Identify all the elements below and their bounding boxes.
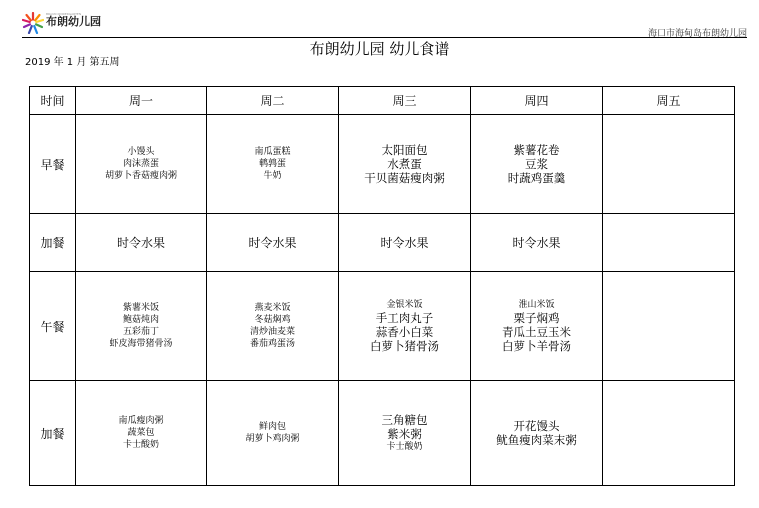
dish: 时令水果 xyxy=(248,235,297,250)
dish: 肉沫蒸蛋 xyxy=(122,159,159,170)
dish: 蒜香小白菜 xyxy=(375,325,434,340)
menu-cell xyxy=(76,272,207,381)
dish: 时蔬鸡蛋羹 xyxy=(507,171,566,186)
menu-cell xyxy=(471,272,603,381)
dish: 金银米饭 xyxy=(386,300,423,311)
dish: 南瓜蛋糕 xyxy=(254,147,291,158)
dish: 南瓜瘦肉粥 xyxy=(118,416,164,427)
dish: 鲍菇炖肉 xyxy=(122,315,159,326)
column-header-mon: 周一 xyxy=(76,87,207,115)
column-header-time: 时间 xyxy=(30,87,76,115)
dish: 开花馒头 xyxy=(513,419,560,434)
meal-label-breakfast: 早餐 xyxy=(30,115,76,214)
dish: 番茄鸡蛋汤 xyxy=(249,339,295,350)
column-header-tue: 周二 xyxy=(207,87,339,115)
dish: 卡士酸奶 xyxy=(386,442,423,453)
dish: 青瓜土豆玉米 xyxy=(502,325,571,340)
dish: 胡萝卜香菇瘦肉粥 xyxy=(104,171,177,182)
dish: 白萝卜猪骨汤 xyxy=(370,339,439,354)
table-row-breakfast xyxy=(30,115,735,214)
header-row xyxy=(30,87,735,115)
dish: 牛奶 xyxy=(263,171,282,182)
menu-cell xyxy=(207,213,339,271)
sun-logo-icon xyxy=(22,12,44,34)
menu-cell xyxy=(207,381,339,486)
dish: 豆浆 xyxy=(525,157,548,172)
dish: 鹌鹑蛋 xyxy=(258,159,286,170)
dish: 手工肉丸子 xyxy=(375,311,434,326)
menu-cell xyxy=(339,272,471,381)
week-label: 2019 年 1 月 第五周 xyxy=(25,57,120,68)
table-row-lunch xyxy=(30,272,735,381)
dish: 太阳面包 xyxy=(381,143,428,158)
menu-cell xyxy=(339,213,471,271)
dish: 干贝菌菇瘦肉粥 xyxy=(364,171,445,186)
column-header-thu: 周四 xyxy=(471,87,603,115)
dish: 卡士酸奶 xyxy=(122,440,159,451)
menu-cell xyxy=(339,115,471,214)
dish: 水煮蛋 xyxy=(387,157,422,172)
dish: 紫薯米饭 xyxy=(122,303,159,314)
menu-cell xyxy=(471,213,603,271)
logo-text: 布朗幼儿园 xyxy=(46,15,101,28)
menu-cell-empty xyxy=(603,272,735,381)
column-header-fri: 周五 xyxy=(603,87,735,115)
menu-cell xyxy=(471,115,603,214)
menu-cell-empty xyxy=(603,213,735,271)
dish: 三角糖包 xyxy=(381,413,428,428)
dish: 清炒油麦菜 xyxy=(249,327,295,338)
dish: 紫薯花卷 xyxy=(513,143,560,158)
dish: 冬菇焖鸡 xyxy=(254,315,291,326)
menu-cell xyxy=(207,272,339,381)
dish: 五彩茄丁 xyxy=(122,327,159,338)
meal-label-snack: 加餐 xyxy=(30,213,76,271)
logo-subtitle: BRAUN KINDERGARTEN xyxy=(46,12,82,16)
dish: 时令水果 xyxy=(380,235,429,250)
table-row-afternoon-snack xyxy=(30,381,735,486)
logo xyxy=(22,12,101,34)
dish: 白萝卜羊骨汤 xyxy=(502,339,571,354)
dish: 蔬菜包 xyxy=(127,428,155,439)
meal-label-afternoon-snack: 加餐 xyxy=(30,381,76,486)
page-title: 布朗幼儿园 幼儿食谱 xyxy=(309,40,450,58)
menu-cell-empty xyxy=(603,381,735,486)
menu-table xyxy=(29,86,735,486)
dish: 栗子焖鸡 xyxy=(513,311,560,326)
dish: 鱿鱼瘦肉菜末粥 xyxy=(496,433,577,448)
menu-cell xyxy=(207,115,339,214)
meal-label-lunch: 午餐 xyxy=(30,272,76,381)
dish: 时令水果 xyxy=(512,235,561,250)
table-row-snack xyxy=(30,213,735,271)
organization-name: 海口市海甸岛布朗幼儿园 xyxy=(647,29,747,39)
menu-cell xyxy=(76,381,207,486)
menu-cell xyxy=(76,213,207,271)
dish: 燕麦米饭 xyxy=(254,303,291,314)
dish: 时令水果 xyxy=(116,235,165,250)
menu-cell xyxy=(76,115,207,214)
column-header-wed: 周三 xyxy=(339,87,471,115)
menu-cell-empty xyxy=(603,115,735,214)
menu-cell xyxy=(339,381,471,486)
dish: 鲜肉包 xyxy=(258,422,286,433)
dish: 胡萝卜鸡肉粥 xyxy=(245,434,300,445)
dish: 淮山米饭 xyxy=(518,300,555,311)
dish: 紫米粥 xyxy=(387,427,422,442)
dish: 小馒头 xyxy=(127,147,155,158)
menu-cell xyxy=(471,381,603,486)
dish: 虾皮海带猪骨汤 xyxy=(109,339,173,350)
